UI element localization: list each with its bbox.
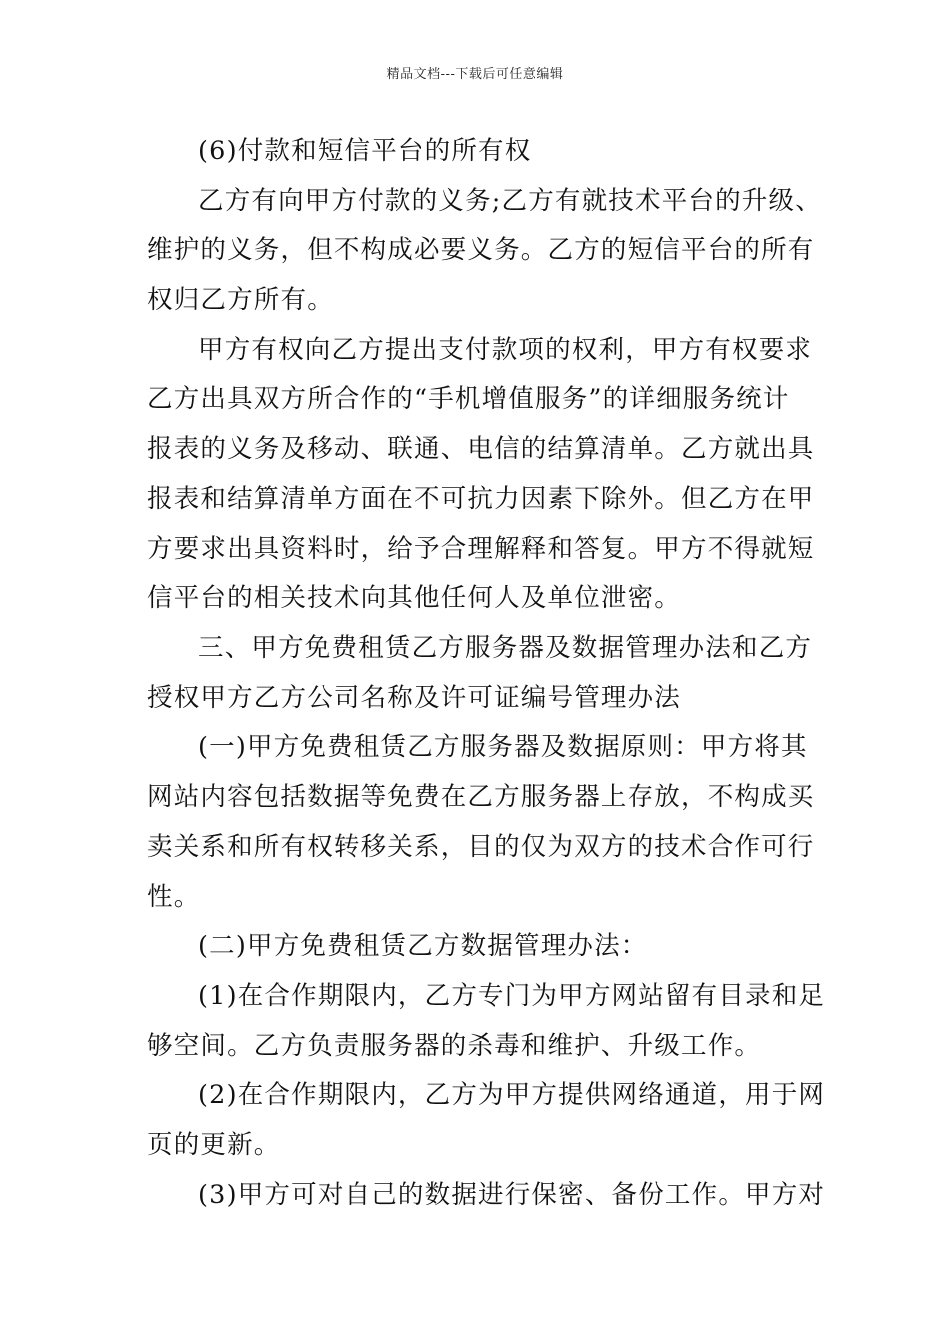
text-line: 授权甲方乙方公司名称及许可证编号管理办法 xyxy=(147,683,682,713)
text-line: (6)付款和短信平台的所有权 xyxy=(198,136,532,166)
text-line: 报表和结算清单方面在不可抗力因素下除外。但乙方在甲 xyxy=(147,484,815,514)
text-line: 方要求出具资料时，给予合理解释和答复。甲方不得就短 xyxy=(147,534,815,564)
text-line: 权归乙方所有。 xyxy=(147,285,334,315)
text-line: (二)甲方免费租赁乙方数据管理办法： xyxy=(198,931,648,961)
page-header: 精品文档---下载后可任意编辑 xyxy=(386,67,564,82)
text-line: 卖关系和所有权转移关系，目的仅为双方的技术合作可行 xyxy=(147,832,815,862)
text-line: (1)在合作期限内，乙方专门为甲方网站留有目录和足 xyxy=(198,981,826,1011)
text-line: 三、甲方免费租赁乙方服务器及数据管理办法和乙方 xyxy=(198,633,813,663)
text-line: (2)在合作期限内，乙方为甲方提供网络通道，用于网 xyxy=(198,1080,826,1110)
text-line: 甲方有权向乙方提出支付款项的权利，甲方有权要求 xyxy=(198,335,813,365)
text-line: 维护的义务，但不构成必要义务。乙方的短信平台的所有 xyxy=(147,235,815,265)
text-line: 页的更新。 xyxy=(147,1130,281,1160)
text-line: 信平台的相关技术向其他任何人及单位泄密。 xyxy=(147,583,682,613)
text-line: 性。 xyxy=(147,882,201,912)
text-line: (一)甲方免费租赁乙方服务器及数据原则：甲方将其 xyxy=(198,732,808,762)
text-line: (3)甲方可对自己的数据进行保密、备份工作。甲方对 xyxy=(198,1180,826,1210)
text-line: 乙方有向甲方付款的义务;乙方有就技术平台的升级、 xyxy=(198,186,822,216)
text-line: 够空间。乙方负责服务器的杀毒和维护、升级工作。 xyxy=(147,1031,762,1061)
text-line: 报表的义务及移动、联通、电信的结算清单。乙方就出具 xyxy=(147,434,815,464)
text-line: 网站内容包括数据等免费在乙方服务器上存放，不构成买 xyxy=(147,782,815,812)
text-line: 乙方出具双方所合作的“手机增值服务”的详细服务统计 xyxy=(147,384,790,414)
